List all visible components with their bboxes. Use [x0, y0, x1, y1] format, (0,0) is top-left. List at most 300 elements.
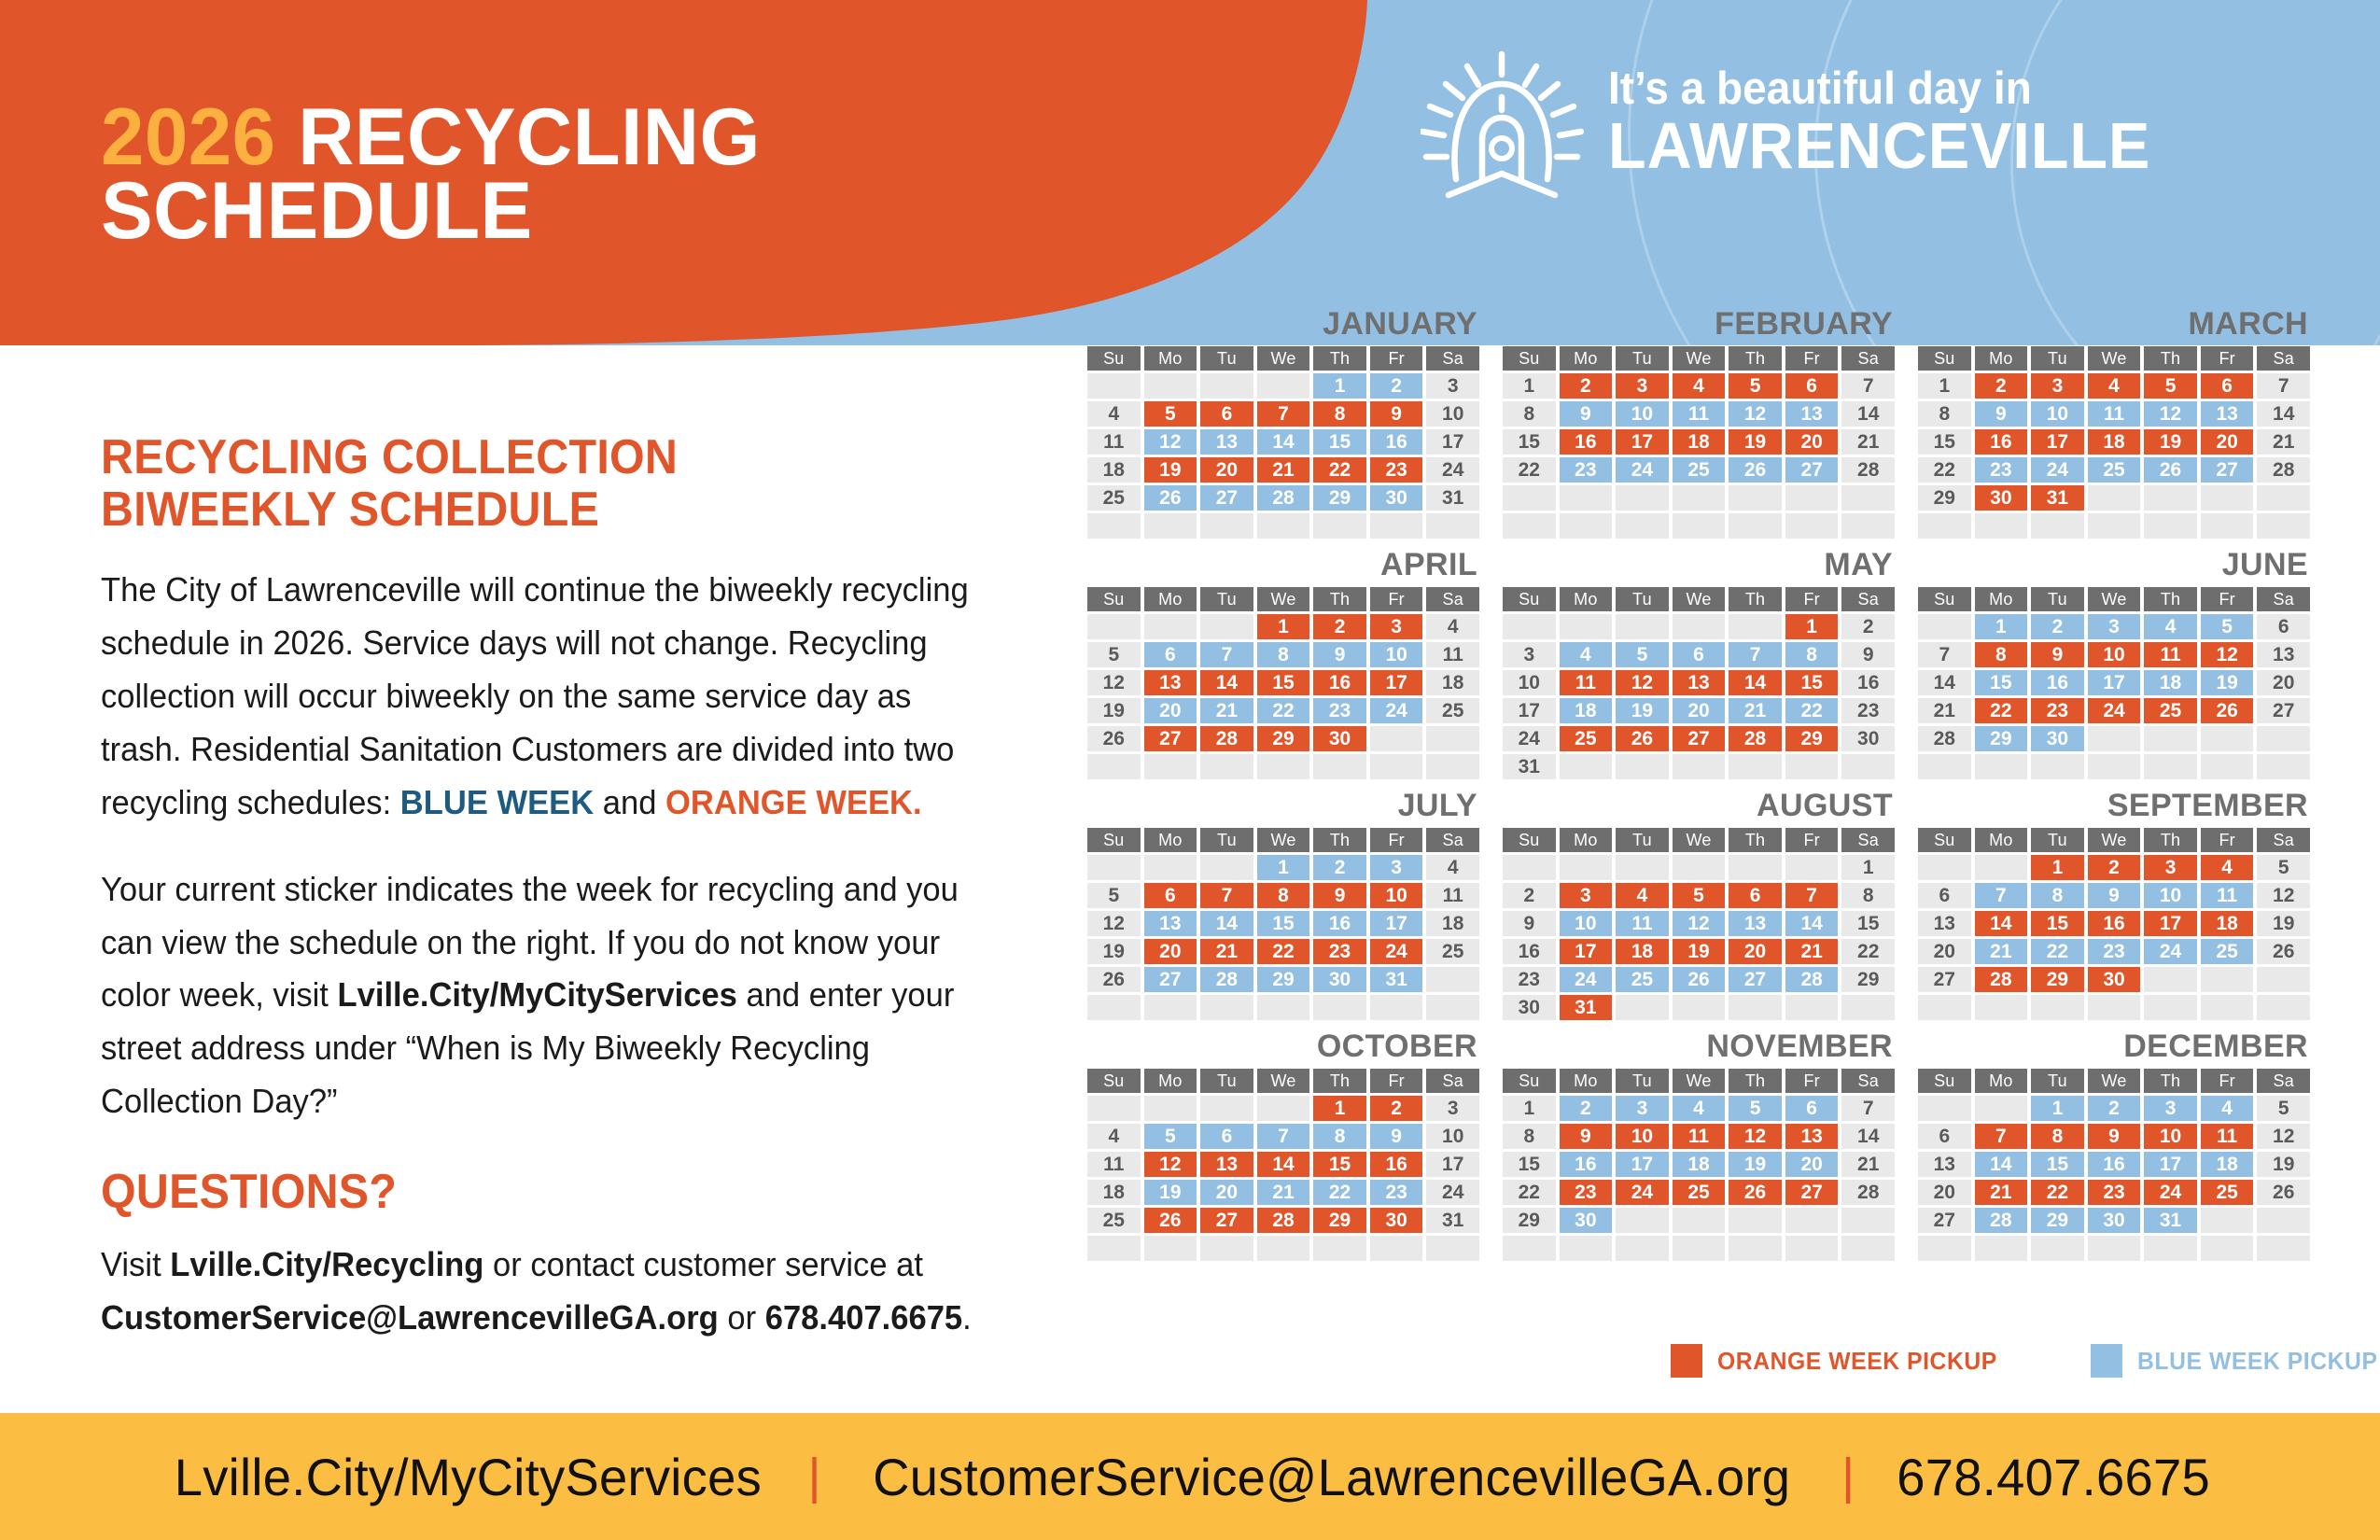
city-brand-lockup	[1421, 43, 2179, 202]
day-cell-orange-pickup: 25	[1560, 726, 1613, 751]
day-cell-empty	[1144, 855, 1197, 880]
day-cell-orange-pickup: 18	[2201, 911, 2254, 936]
day-cell-blue-pickup: 26	[2144, 457, 2197, 483]
day-cell-no-pickup: 4	[1087, 1124, 1141, 1149]
day-cell-orange-pickup: 5	[1144, 401, 1197, 427]
day-of-week-header-row	[1918, 587, 2310, 611]
day-cell-empty	[1560, 754, 1613, 779]
day-cell-blue-pickup: 3	[2144, 1096, 2197, 1121]
day-cell-no-pickup: 14	[1841, 401, 1895, 427]
day-cell-orange-pickup: 6	[1729, 883, 1782, 908]
dow-we: We	[1257, 1069, 1310, 1093]
day-cell-empty	[2257, 1236, 2310, 1261]
day-cell-empty	[1729, 1236, 1782, 1261]
dow-th: Th	[2144, 1069, 2197, 1093]
week-row	[1503, 670, 1895, 695]
day-cell-blue-pickup: 12	[1729, 401, 1782, 427]
day-cell-orange-pickup: 28	[1975, 967, 2028, 992]
day-cell-blue-pickup: 9	[1560, 401, 1613, 427]
day-cell-blue-pickup: 9	[1370, 1124, 1423, 1149]
day-cell-no-pickup: 8	[1503, 1124, 1556, 1149]
day-cell-empty	[1313, 1236, 1366, 1261]
day-cell-orange-pickup: 3	[1370, 614, 1423, 639]
week-row	[1087, 373, 1479, 399]
recycling-link[interactable]: Lville.City/Recycling	[170, 1245, 484, 1284]
week-row	[1503, 1208, 1895, 1233]
day-cell-no-pickup: 3	[1503, 642, 1556, 667]
day-cell-orange-pickup: 12	[1144, 1152, 1197, 1177]
day-cell-blue-pickup: 7	[1200, 642, 1253, 667]
day-cell-empty	[1918, 855, 1971, 880]
footer-website[interactable]: Lville.City/MyCityServices	[174, 1447, 762, 1506]
questions-text-a: Visit	[101, 1245, 171, 1284]
day-cell-no-pickup: 26	[2257, 939, 2310, 964]
day-cell-orange-pickup: 16	[1370, 1152, 1423, 1177]
info-panel	[101, 431, 997, 1345]
dow-mo: Mo	[1144, 1069, 1197, 1093]
day-cell-orange-pickup: 23	[1560, 1180, 1613, 1205]
dow-sa: Sa	[1426, 828, 1479, 852]
day-cell-no-pickup: 5	[1087, 883, 1141, 908]
footer-phone[interactable]: 678.407.6675	[1897, 1447, 2211, 1506]
legend-swatch-orange	[1671, 1344, 1702, 1378]
dow-th: Th	[1729, 828, 1782, 852]
week-row	[1918, 883, 2310, 908]
day-cell-orange-pickup: 29	[1313, 1208, 1366, 1233]
day-cell-blue-pickup: 7	[1975, 883, 2028, 908]
day-cell-no-pickup: 18	[1426, 911, 1479, 936]
day-cell-empty	[2144, 513, 2197, 539]
day-cell-blue-pickup: 12	[2144, 401, 2197, 427]
day-cell-orange-pickup: 21	[1785, 939, 1839, 964]
day-cell-empty	[2257, 995, 2310, 1020]
day-cell-blue-pickup: 4	[2144, 614, 2197, 639]
day-cell-blue-pickup: 25	[2201, 939, 2254, 964]
day-cell-empty	[1370, 513, 1423, 539]
day-cell-blue-pickup: 24	[1370, 698, 1423, 723]
day-cell-empty	[1313, 754, 1366, 779]
day-cell-orange-pickup: 22	[1975, 698, 2028, 723]
questions-text-b: or contact customer service at	[483, 1245, 923, 1284]
day-cell-orange-pickup: 16	[1313, 670, 1366, 695]
day-cell-orange-pickup: 27	[1144, 726, 1197, 751]
day-cell-blue-pickup: 11	[2201, 883, 2254, 908]
week-row	[1918, 614, 2310, 639]
day-cell-empty	[2257, 485, 2310, 511]
day-cell-blue-pickup: 2	[2088, 1096, 2141, 1121]
day-cell-blue-pickup: 5	[1144, 1124, 1197, 1149]
day-cell-empty	[2088, 1236, 2141, 1261]
dow-th: Th	[1313, 587, 1366, 611]
week-row	[1918, 995, 2310, 1020]
day-cell-empty	[1503, 1236, 1556, 1261]
day-cell-blue-pickup: 20	[1200, 1180, 1253, 1205]
day-cell-blue-pickup: 25	[1673, 457, 1726, 483]
day-cell-empty	[1257, 1236, 1310, 1261]
legend-item-orange	[1671, 1344, 2012, 1378]
dow-we: We	[2088, 1069, 2141, 1093]
day-cell-orange-pickup: 21	[1200, 939, 1253, 964]
dow-tu: Tu	[2031, 346, 2084, 371]
day-cell-orange-pickup: 8	[2031, 1124, 2084, 1149]
week-row	[1503, 911, 1895, 936]
day-cell-orange-pickup: 8	[1257, 883, 1310, 908]
day-of-week-header-row	[1918, 346, 2310, 371]
day-cell-empty	[1370, 995, 1423, 1020]
week-row	[1087, 1180, 1479, 1205]
week-row	[1918, 754, 2310, 779]
day-cell-orange-pickup: 30	[1313, 726, 1366, 751]
day-cell-no-pickup: 21	[1841, 429, 1895, 455]
day-cell-orange-pickup: 20	[2201, 429, 2254, 455]
day-cell-blue-pickup: 27	[1200, 485, 1253, 511]
day-cell-blue-pickup: 30	[1560, 1208, 1613, 1233]
day-cell-blue-pickup: 3	[2088, 614, 2141, 639]
week-row	[1087, 485, 1479, 511]
mycityservices-link[interactable]: Lville.City/MyCityServices	[337, 975, 737, 1015]
month-name: MAY	[1824, 547, 1893, 582]
day-cell-blue-pickup: 4	[1560, 642, 1613, 667]
day-cell-orange-pickup: 6	[1200, 401, 1253, 427]
day-cell-blue-pickup: 23	[1560, 457, 1613, 483]
section-heading-line-2: BIWEEKLY SCHEDULE	[101, 483, 600, 538]
customer-service-phone[interactable]: 678.407.6675	[764, 1298, 963, 1337]
dow-su: Su	[1503, 828, 1556, 852]
day-cell-orange-pickup: 20	[1144, 939, 1197, 964]
week-row	[1503, 1236, 1895, 1261]
day-cell-empty	[1313, 513, 1366, 539]
dow-we: We	[1673, 346, 1726, 371]
day-cell-orange-pickup: 9	[1560, 1124, 1613, 1149]
day-cell-no-pickup: 19	[1087, 698, 1141, 723]
day-cell-orange-pickup: 3	[1616, 373, 1669, 399]
dow-we: We	[2088, 587, 2141, 611]
day-cell-orange-pickup: 23	[1370, 457, 1423, 483]
day-cell-empty	[1087, 1096, 1141, 1121]
day-cell-no-pickup: 10	[1426, 401, 1479, 427]
day-cell-blue-pickup: 23	[1370, 1180, 1423, 1205]
day-cell-no-pickup: 4	[1087, 401, 1141, 427]
dow-we: We	[1673, 1069, 1726, 1093]
dow-mo: Mo	[1560, 828, 1613, 852]
day-cell-orange-pickup: 1	[2031, 855, 2084, 880]
day-cell-no-pickup: 24	[1503, 726, 1556, 751]
day-cell-orange-pickup: 26	[1729, 1180, 1782, 1205]
day-cell-blue-pickup: 10	[1370, 642, 1423, 667]
day-cell-no-pickup: 25	[1426, 698, 1479, 723]
day-cell-blue-pickup: 15	[1313, 429, 1366, 455]
day-cell-orange-pickup: 27	[1785, 1180, 1839, 1205]
day-cell-empty	[1144, 373, 1197, 399]
day-cell-empty	[1257, 995, 1310, 1020]
dow-su: Su	[1503, 346, 1556, 371]
day-cell-empty	[1144, 513, 1197, 539]
day-cell-no-pickup: 29	[1918, 485, 1971, 511]
dow-tu: Tu	[2031, 587, 2084, 611]
month-march	[1918, 308, 2310, 541]
month-name: MARCH	[2188, 306, 2308, 342]
day-cell-blue-pickup: 21	[1729, 698, 1782, 723]
week-row	[1503, 726, 1895, 751]
dow-th: Th	[2144, 346, 2197, 371]
day-cell-no-pickup: 20	[1918, 1180, 1971, 1205]
day-cell-empty	[1918, 1236, 1971, 1261]
day-cell-empty	[1673, 513, 1726, 539]
day-cell-no-pickup: 11	[1426, 642, 1479, 667]
day-cell-orange-pickup: 2	[1370, 1096, 1423, 1121]
day-cell-empty	[1426, 995, 1479, 1020]
day-cell-blue-pickup: 24	[1616, 457, 1669, 483]
day-cell-empty	[1200, 1236, 1253, 1261]
dow-th: Th	[2144, 587, 2197, 611]
day-cell-empty	[2144, 485, 2197, 511]
week-row	[1503, 614, 1895, 639]
dow-fr: Fr	[1785, 828, 1839, 852]
dow-sa: Sa	[1841, 587, 1895, 611]
day-cell-blue-pickup: 4	[2201, 1096, 2254, 1121]
day-cell-no-pickup: 7	[1841, 1096, 1895, 1121]
dow-tu: Tu	[1616, 587, 1669, 611]
dow-mo: Mo	[1975, 346, 2028, 371]
day-cell-no-pickup: 5	[2257, 1096, 2310, 1121]
dow-fr: Fr	[1785, 346, 1839, 371]
day-cell-empty	[1560, 513, 1613, 539]
day-cell-blue-pickup: 28	[1257, 485, 1310, 511]
day-cell-blue-pickup: 6	[1673, 642, 1726, 667]
page-header	[0, 0, 2380, 345]
day-cell-empty	[1616, 855, 1669, 880]
day-cell-empty	[1144, 995, 1197, 1020]
day-cell-orange-pickup: 7	[1785, 883, 1839, 908]
dow-tu: Tu	[1200, 828, 1253, 852]
day-cell-no-pickup: 10	[1503, 670, 1556, 695]
dow-sa: Sa	[1841, 1069, 1895, 1093]
day-cell-blue-pickup: 16	[1370, 429, 1423, 455]
day-cell-blue-pickup: 16	[2031, 670, 2084, 695]
day-cell-no-pickup: 22	[1918, 457, 1971, 483]
day-cell-orange-pickup: 1	[1785, 614, 1839, 639]
month-november	[1503, 1030, 1895, 1264]
dow-th: Th	[1729, 1069, 1782, 1093]
dow-sa: Sa	[1426, 346, 1479, 371]
day-cell-orange-pickup: 7	[1975, 1124, 2028, 1149]
week-row	[1087, 1236, 1479, 1261]
week-row	[1503, 429, 1895, 455]
day-cell-blue-pickup: 3	[1616, 1096, 1669, 1121]
dow-tu: Tu	[2031, 1069, 2084, 1093]
day-cell-blue-pickup: 8	[1785, 642, 1839, 667]
month-october	[1087, 1030, 1479, 1264]
day-cell-blue-pickup: 29	[1313, 485, 1366, 511]
day-cell-blue-pickup: 9	[1313, 642, 1366, 667]
day-cell-no-pickup: 17	[1503, 698, 1556, 723]
dome-center-dot	[1491, 138, 1512, 159]
day-cell-blue-pickup: 12	[1673, 911, 1726, 936]
day-cell-empty	[1370, 726, 1423, 751]
dow-tu: Tu	[1616, 346, 1669, 371]
section-heading-line-1: RECYCLING COLLECTION	[101, 430, 679, 484]
day-cell-empty	[1087, 754, 1141, 779]
day-cell-no-pickup: 11	[1426, 883, 1479, 908]
day-cell-no-pickup: 27	[2257, 698, 2310, 723]
day-cell-no-pickup: 18	[1426, 670, 1479, 695]
day-cell-blue-pickup: 29	[1975, 726, 2028, 751]
day-cell-orange-pickup: 13	[1200, 1152, 1253, 1177]
day-cell-orange-pickup: 23	[2031, 698, 2084, 723]
day-cell-orange-pickup: 3	[2144, 855, 2197, 880]
day-cell-blue-pickup: 6	[1785, 1096, 1839, 1121]
day-cell-empty	[1616, 485, 1669, 511]
paragraph-overview	[101, 564, 987, 829]
day-cell-blue-pickup: 18	[1673, 1152, 1726, 1177]
paragraph-sticker	[101, 863, 987, 1128]
day-cell-empty	[1975, 855, 2028, 880]
dow-tu: Tu	[1616, 828, 1669, 852]
day-cell-orange-pickup: 18	[1673, 429, 1726, 455]
day-cell-empty	[1370, 754, 1423, 779]
day-cell-no-pickup: 6	[2257, 614, 2310, 639]
day-cell-blue-pickup: 13	[1144, 911, 1197, 936]
day-cell-orange-pickup: 20	[1729, 939, 1782, 964]
day-cell-blue-pickup: 10	[2144, 883, 2197, 908]
day-cell-empty	[1841, 513, 1895, 539]
day-cell-orange-pickup: 28	[1729, 726, 1782, 751]
day-cell-blue-pickup: 30	[2088, 1208, 2141, 1233]
day-cell-no-pickup: 16	[1503, 939, 1556, 964]
dow-tu: Tu	[1200, 587, 1253, 611]
day-cell-no-pickup: 10	[1426, 1124, 1479, 1149]
blue-week-term: BLUE WEEK	[399, 782, 595, 821]
week-row	[1918, 429, 2310, 455]
day-cell-blue-pickup: 17	[1616, 1152, 1669, 1177]
day-cell-orange-pickup: 19	[1144, 457, 1197, 483]
day-cell-no-pickup: 31	[1503, 754, 1556, 779]
week-row	[1918, 967, 2310, 992]
day-cell-no-pickup: 11	[1087, 1152, 1141, 1177]
day-cell-no-pickup: 15	[1503, 1152, 1556, 1177]
day-cell-orange-pickup: 2	[1975, 373, 2028, 399]
day-cell-no-pickup: 9	[1841, 642, 1895, 667]
day-cell-empty	[2144, 967, 2197, 992]
day-cell-orange-pickup: 3	[1560, 883, 1613, 908]
day-cell-blue-pickup: 11	[1673, 401, 1726, 427]
dow-fr: Fr	[1370, 587, 1423, 611]
day-cell-blue-pickup: 30	[1313, 967, 1366, 992]
day-cell-orange-pickup: 27	[1200, 1208, 1253, 1233]
day-cell-empty	[1560, 485, 1613, 511]
day-cell-blue-pickup: 23	[2088, 939, 2141, 964]
week-row	[1918, 513, 2310, 539]
day-of-week-header-row	[1503, 587, 1895, 611]
week-row	[1503, 457, 1895, 483]
day-cell-no-pickup: 12	[1087, 670, 1141, 695]
week-row	[1503, 1124, 1895, 1149]
dow-su: Su	[1918, 828, 1971, 852]
day-cell-blue-pickup: 25	[2088, 457, 2141, 483]
day-cell-blue-pickup: 14	[1785, 911, 1839, 936]
page-footer	[0, 1413, 2380, 1540]
day-cell-orange-pickup: 17	[1370, 670, 1423, 695]
day-cell-empty	[1975, 1236, 2028, 1261]
day-cell-blue-pickup: 7	[1729, 642, 1782, 667]
day-cell-no-pickup: 8	[1841, 883, 1895, 908]
day-cell-orange-pickup: 14	[1975, 911, 2028, 936]
day-cell-no-pickup: 26	[1087, 967, 1141, 992]
week-row	[1503, 401, 1895, 427]
day-cell-no-pickup: 18	[1087, 457, 1141, 483]
month-february	[1503, 308, 1895, 541]
day-cell-no-pickup: 7	[2257, 373, 2310, 399]
footer-separator-1: |	[807, 1449, 821, 1505]
day-cell-empty	[1426, 754, 1479, 779]
day-cell-no-pickup: 7	[1841, 373, 1895, 399]
day-cell-no-pickup: 22	[1503, 457, 1556, 483]
page-title	[101, 92, 781, 257]
week-row	[1087, 939, 1479, 964]
day-cell-no-pickup: 28	[1841, 1180, 1895, 1205]
day-cell-no-pickup: 1	[1503, 1096, 1556, 1121]
day-cell-blue-pickup: 8	[1257, 642, 1310, 667]
day-cell-orange-pickup: 7	[1200, 883, 1253, 908]
day-cell-no-pickup: 5	[2257, 855, 2310, 880]
day-cell-no-pickup: 3	[1426, 1096, 1479, 1121]
day-cell-blue-pickup: 28	[1200, 967, 1253, 992]
month-name: NOVEMBER	[1706, 1029, 1893, 1064]
day-cell-no-pickup: 29	[1841, 967, 1895, 992]
day-cell-empty	[1785, 1208, 1839, 1233]
dow-sa: Sa	[2257, 828, 2310, 852]
day-cell-orange-pickup: 13	[1144, 670, 1197, 695]
day-cell-empty	[1087, 373, 1141, 399]
day-cell-no-pickup: 1	[1503, 373, 1556, 399]
day-cell-no-pickup: 28	[2257, 457, 2310, 483]
day-cell-orange-pickup: 9	[1370, 401, 1423, 427]
day-cell-empty	[1616, 513, 1669, 539]
day-cell-orange-pickup: 8	[1313, 401, 1366, 427]
calendar-area	[1087, 308, 2338, 1264]
week-row	[1503, 883, 1895, 908]
day-cell-empty	[1918, 754, 1971, 779]
day-cell-no-pickup: 21	[2257, 429, 2310, 455]
week-row	[1087, 1152, 1479, 1177]
day-cell-empty	[2031, 1236, 2084, 1261]
day-cell-orange-pickup: 8	[1975, 642, 2028, 667]
day-cell-blue-pickup: 1	[2031, 1096, 2084, 1121]
month-name: APRIL	[1380, 547, 1477, 582]
week-row	[1503, 485, 1895, 511]
day-cell-empty	[1426, 1236, 1479, 1261]
day-cell-blue-pickup: 5	[2201, 614, 2254, 639]
orange-week-term: ORANGE WEEK.	[665, 782, 922, 821]
day-cell-empty	[1087, 614, 1141, 639]
day-cell-orange-pickup: 24	[1616, 1180, 1669, 1205]
customer-service-email[interactable]: CustomerService@LawrencevilleGA.org	[101, 1298, 719, 1337]
day-cell-orange-pickup: 31	[1560, 995, 1613, 1020]
day-cell-no-pickup: 19	[2257, 1152, 2310, 1177]
day-cell-orange-pickup: 22	[2031, 1180, 2084, 1205]
day-cell-empty	[1087, 513, 1141, 539]
week-row	[1087, 457, 1479, 483]
dow-mo: Mo	[1975, 828, 2028, 852]
day-cell-orange-pickup: 11	[1673, 1124, 1726, 1149]
day-cell-blue-pickup: 20	[1673, 698, 1726, 723]
day-cell-empty	[2201, 1236, 2254, 1261]
brand-text	[1608, 63, 2179, 182]
day-cell-orange-pickup: 25	[2201, 1180, 2254, 1205]
day-cell-empty	[1560, 1236, 1613, 1261]
day-cell-no-pickup: 28	[1841, 457, 1895, 483]
footer-email[interactable]: CustomerService@LawrencevilleGA.org	[872, 1447, 1790, 1506]
